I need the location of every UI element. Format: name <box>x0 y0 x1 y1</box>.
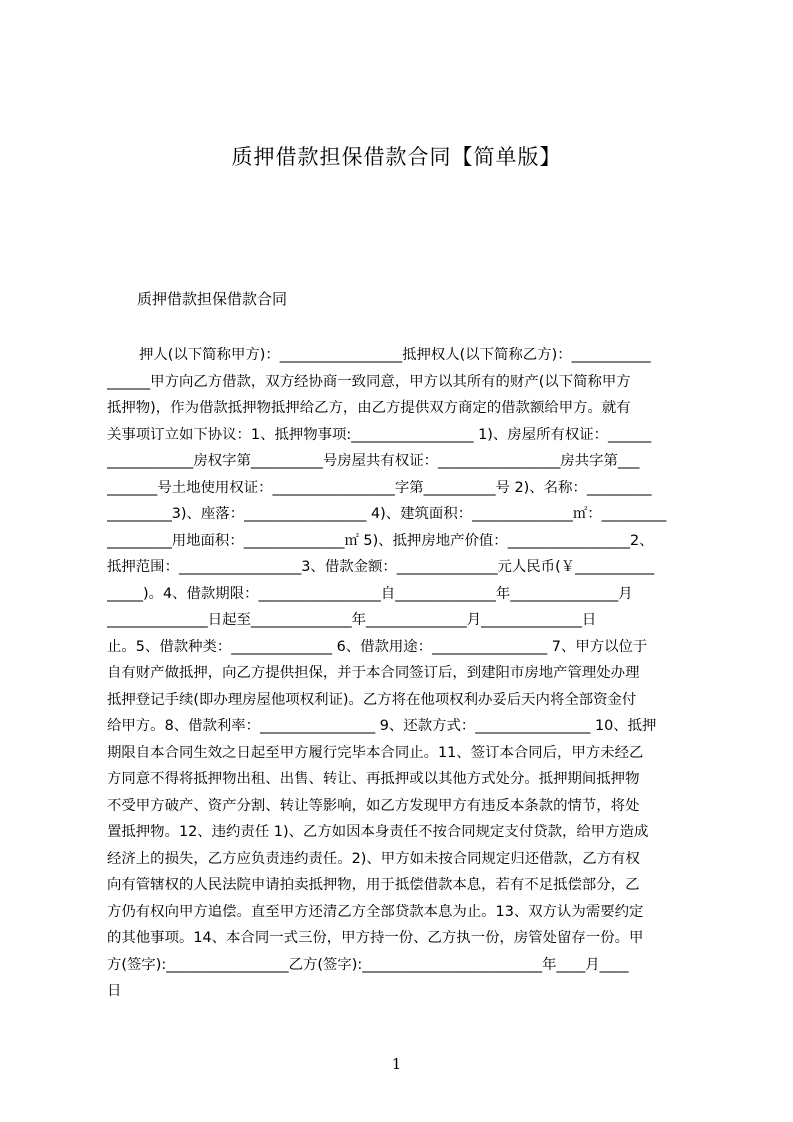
contract-body <box>107 342 699 1005</box>
body-line: 置抵押物。12、违约责任 1)、乙方如因本身责任不按合同规定支付贷款，给甲方造成 <box>107 824 649 840</box>
body-line: 给甲方。8、借款利率：________________ 9、还款方式：________________ 10、抵押 <box>107 718 657 734</box>
body-line: 抵押范围：_________________3、借款金额：______________元人民币(￥___________ <box>107 559 655 575</box>
page-number: 1 <box>391 1055 402 1073</box>
body-line: 经济上的损失，乙方应负责违约责任。2)、甲方如未按合同规定归还借款，乙方有权 <box>107 850 640 867</box>
body-line: 抵押登记手续(即办理房屋他项权利证)。乙方将在他项权利办妥后天内将全部资金付 <box>107 691 637 708</box>
body-line: 关事项订立如下协议：1、抵押物事项:_________________ 1)、房屋所有权证：______ <box>107 426 652 443</box>
body-line: _____)。4、借款期限：_________________自______________年_______________月 <box>107 585 633 602</box>
body-line: 向有管辖权的人民法院申请拍卖抵押物，用于抵偿借款本息，若有不足抵偿部分，乙 <box>107 877 640 893</box>
body-line: 押人(以下简称甲方)：_________________抵押权人(以下简称乙方)：___________ <box>139 347 651 363</box>
body-line: ____________房权字第__________号房屋共有权证：_________________房共字第___ <box>107 453 640 469</box>
body-line: 方仍有权向甲方追偿。直至甲方还清乙方全部贷款本息为止。13、双方认为需要约定 <box>107 903 644 920</box>
body-line: 止。5、借款种类：______________ 6、借款用途：________________ 7、甲方以位于 <box>107 638 648 655</box>
body-line: 抵押物)，作为借款抵押物抵押给乙方，由乙方提供双方商定的借款额给甲方。就有 <box>107 400 631 416</box>
body-line: 方同意不得将抵押物出租、出售、转让、再抵押或以其他方式处分。抵押期间抵押物 <box>107 771 640 787</box>
body-line: _________3)、座落：_________________ 4)、建筑面积：______________㎡：_________ <box>107 506 667 522</box>
body-line: _________用地面积：______________㎡ 5)、抵押房地产价值：_________________2、 <box>107 532 654 549</box>
body-line: ______甲方向乙方借款，双方经协商一致同意，甲方以其所有的财产(以下简称甲方 <box>107 373 631 390</box>
body-line: _______号土地使用权证：_________________字第__________号 2)、名称：_________ <box>107 479 652 496</box>
body-line: 的其他事项。14、本合同一式三份，甲方持一份、乙方执一份，房管处留存一份。甲 <box>107 930 644 946</box>
body-line: 方(签字):_________________乙方(签字):_________________________年____月____ <box>107 956 629 973</box>
body-line: ______________日起至______________年______________月______________日 <box>107 612 597 628</box>
body-line: 期限自本合同生效之日起至甲方履行完毕本合同止。11、签订本合同后，甲方未经乙 <box>107 744 644 761</box>
body-line: 自有财产做抵押，向乙方提供担保，并于本合同签订后，到建阳市房地产管理处办理 <box>107 665 640 681</box>
contract-subtitle: 质押借款担保借款合同 <box>137 290 288 308</box>
body-line: 日 <box>107 983 122 999</box>
document-title: 质押借款担保借款合同【简单版】 <box>231 145 562 169</box>
body-line: 不受甲方破产、资产分割、转让等影响，如乙方发现甲方有违反本条款的情节，将处 <box>107 797 640 814</box>
